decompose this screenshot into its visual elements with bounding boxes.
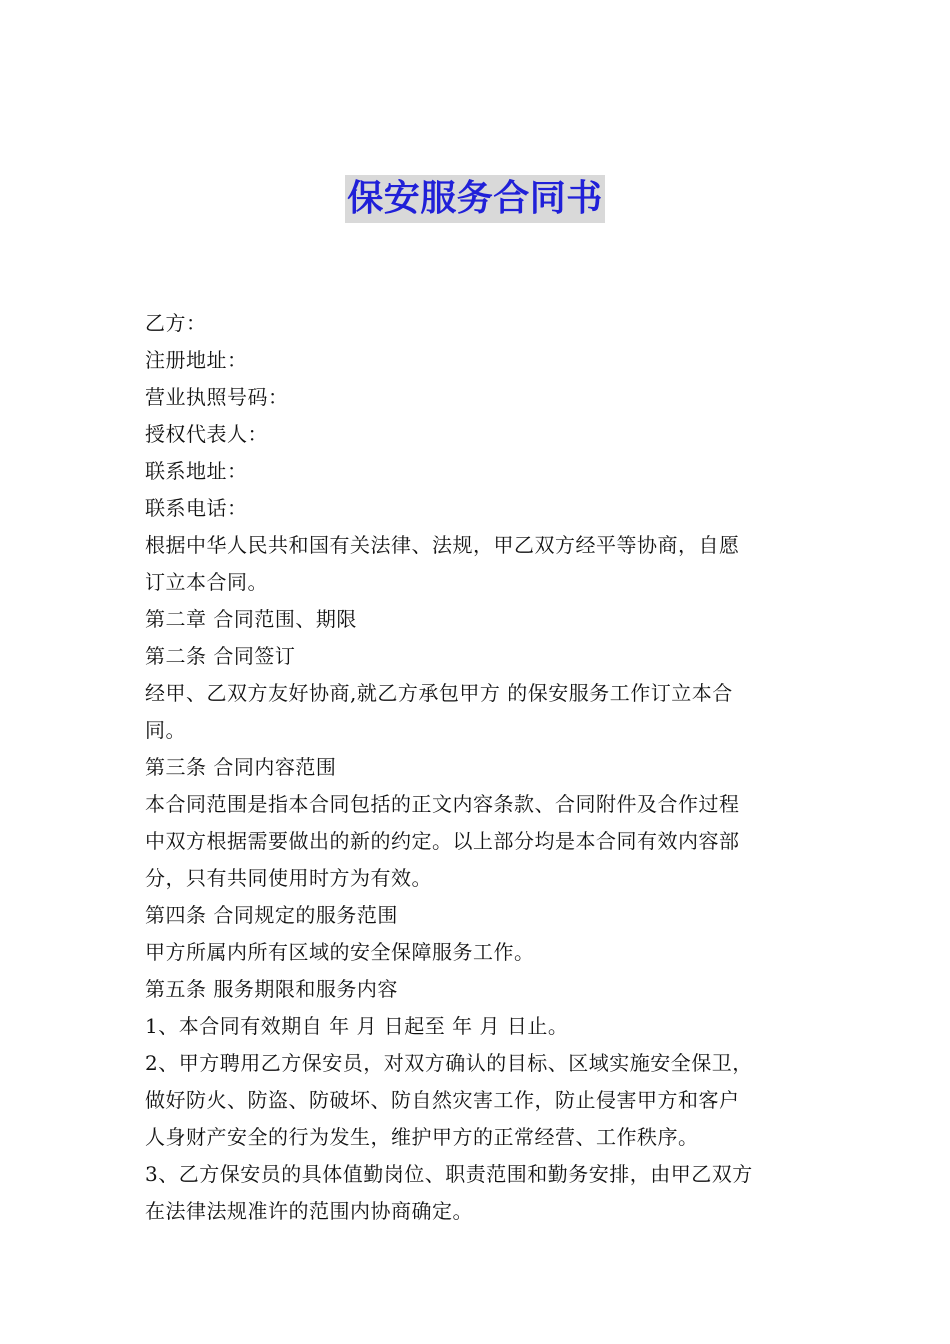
title-container: [0, 175, 950, 223]
paragraph-line: 经甲、乙双方友好协商,就乙方承包甲方 的保安服务工作订立本合: [145, 681, 733, 705]
list-item-continuation: 人身财产安全的行为发生，维护甲方的正常经营、工作秩序。: [145, 1125, 699, 1149]
contact-phone-line: 联系电话：: [145, 496, 248, 520]
list-item-continuation: 在法律法规准许的范围内协商确定。: [145, 1199, 473, 1223]
paragraph-line: 甲方所属内所有区域的安全保障服务工作。: [145, 940, 535, 964]
registered-address-line: 注册地址：: [145, 348, 248, 372]
paragraph-line: 根据中华人民共和国有关法律、法规，甲乙双方经平等协商，自愿: [145, 533, 740, 557]
list-item: 3、乙方保安员的具体值勤岗位、职责范围和勤务安排，由甲乙双方: [145, 1162, 753, 1186]
paragraph-line: 订立本合同。: [145, 570, 268, 594]
business-license-line: 营业执照号码：: [145, 385, 289, 409]
paragraph-line: 本合同范围是指本合同包括的正文内容条款、合同附件及合作过程: [145, 792, 740, 816]
party-b-line: 乙方：: [145, 311, 207, 335]
paragraph-line: 中双方根据需要做出的新的约定。以上部分均是本合同有效内容部: [145, 829, 740, 853]
chapter-heading: 第二章 合同范围、期限: [145, 607, 357, 631]
article-heading: 第四条 合同规定的服务范围: [145, 903, 398, 927]
article-heading: 第二条 合同签订: [145, 644, 296, 668]
document-body: [145, 305, 810, 1230]
paragraph-line: 分，只有共同使用时方为有效。: [145, 866, 432, 890]
contact-address-line: 联系地址：: [145, 459, 248, 483]
article-heading: 第五条 服务期限和服务内容: [145, 977, 398, 1001]
list-item: 2、甲方聘用乙方保安员，对双方确认的目标、区域实施安全保卫，: [145, 1051, 753, 1075]
article-heading: 第三条 合同内容范围: [145, 755, 337, 779]
list-item: 1、本合同有效期自 年 月 日起至 年 月 日止。: [145, 1014, 569, 1038]
document-title: 保安服务合同书: [345, 175, 605, 223]
authorized-representative-line: 授权代表人：: [145, 422, 268, 446]
paragraph-line: 同。: [145, 718, 186, 742]
list-item-continuation: 做好防火、防盗、防破坏、防自然灾害工作，防止侵害甲方和客户: [145, 1088, 740, 1112]
